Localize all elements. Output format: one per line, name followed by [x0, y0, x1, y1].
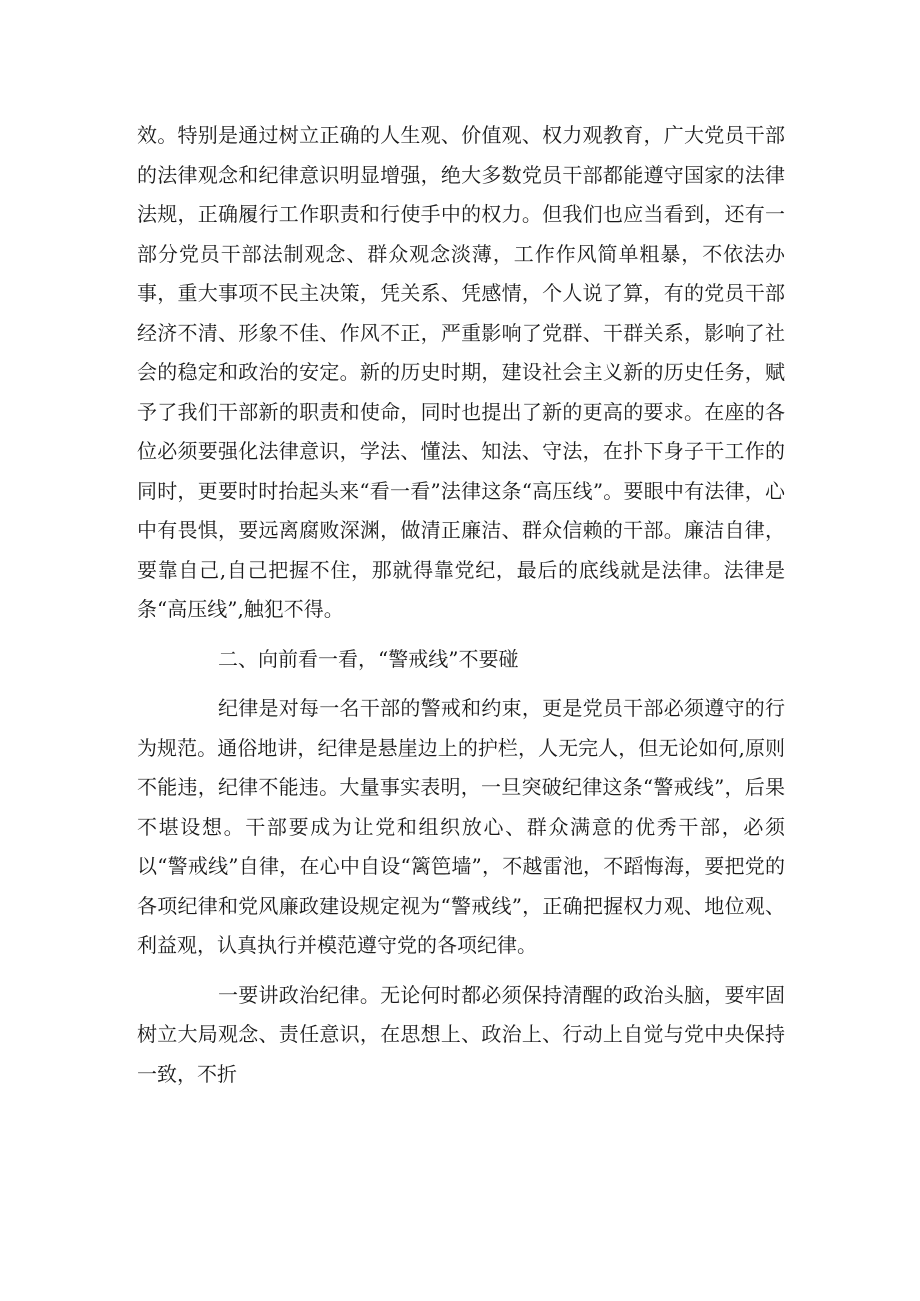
document-body: [137, 116, 785, 1094]
paragraph-discipline-warning: 纪律是对每一名干部的警戒和约束，更是党员干部必须遵守的行为规范。通俗地讲，纪律是悬崖边上的护栏，人无完人，但无论如何,原则不能违，纪律不能违。大量事实表明，一旦突破纪律这条“警戒线”，后果不堪设想。干部要成为让党和组织放心、群众满意的优秀干部，必须以“警戒线”自律，在心中自设“篱笆墙”，不越雷池，不蹈悔海，要把党的各项纪律和党风廉政建设规定视为“警戒线”，正确把握权力观、地位观、利益观，认真执行并模范遵守党的各项纪律。: [137, 696, 785, 957]
paragraph-political-discipline: 一要讲政治纪律。无论何时都必须保持清醒的政治头脑，要牢固树立大局观念、责任意识，在思想上、政治上、行动上自觉与党中央保持一致，不折: [137, 982, 785, 1086]
section-heading: 二、向前看一看，“警戒线”不要碰: [218, 646, 519, 671]
paragraph-legal-awareness: 效。特别是通过树立正确的人生观、价值观、权力观教育，广大党员干部的法律观念和纪律意识明显增强，绝大多数党员干部都能遵守国家的法律法规，正确履行工作职责和行使手中的权力。但我们也应当看到，还有一部分党员干部法制观念、群众观念淡薄，工作作风简单粗暴，不依法办事，重大事项不民主决策，凭关系、凭感情，个人说了算，有的党员干部经济不清、形象不佳、作风不正，严重影响了党群、干群关系，影响了社会的稳定和政治的安定。新的历史时期，建设社会主义新的历史任务，赋予了我们干部新的职责和使命，同时也提出了新的更高的要求。在座的各位必须要强化法律意识，学法、懂法、知法、守法，在扑下身子干工作的同时，更要时时抬起头来“看一看”法律这条“高压线”。要眼中有法律，心中有畏惧，要远离腐败深渊，做清正廉洁、群众信赖的干部。廉洁自律，要靠自己,自己把握不住，那就得靠党纪，最后的底线就是法律。法律是条“高压线”,触犯不得。: [137, 123, 785, 621]
